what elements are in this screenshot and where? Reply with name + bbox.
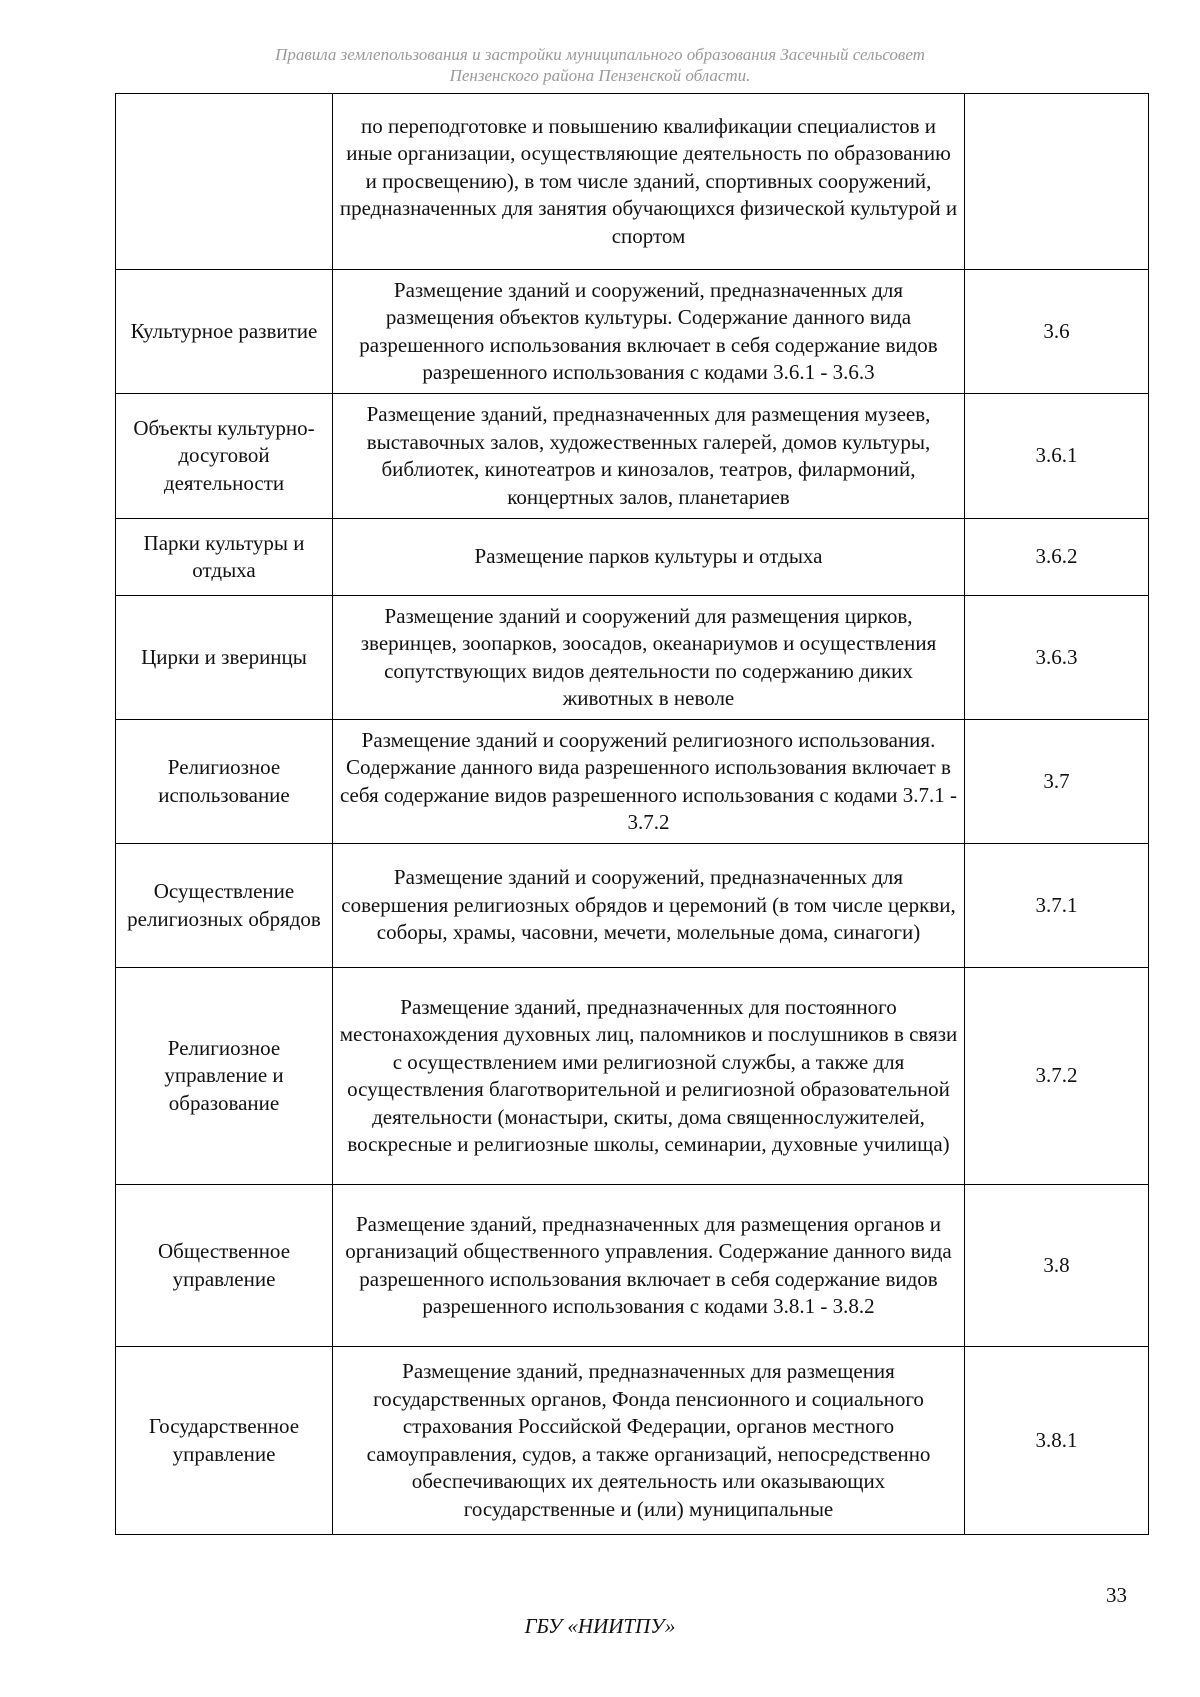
use-description-cell: Размещение зданий и сооружений, предназначенных для совершения религиозных обрядов и церемоний (в том числе церкви, соборы, храмы, часовни, мечети, молельные дома, синагоги) bbox=[333, 844, 965, 968]
use-code-cell: 3.7.1 bbox=[965, 844, 1149, 968]
use-code-cell: 3.8 bbox=[965, 1185, 1149, 1347]
use-code-cell: 3.6.2 bbox=[965, 519, 1149, 596]
use-description-cell: Размещение парков культуры и отдыха bbox=[333, 519, 965, 596]
table-row bbox=[116, 1347, 1149, 1535]
footer-organization: ГБУ «НИИТПУ» bbox=[524, 1614, 676, 1638]
use-description-cell: по переподготовке и повышению квалификации специалистов и иные организации, осуществляющие деятельность по образованию и просвещению), в том числе зданий, спортивных сооружений, предназначенных для занятия обучающихся физической культурой и спортом bbox=[333, 94, 965, 270]
land-use-table bbox=[115, 93, 1149, 1535]
use-name-cell: Парки культуры и отдыха bbox=[116, 519, 333, 596]
use-description-cell: Размещение зданий и сооружений религиозного использования. Содержание данного вида разрешенного использования включает в себя содержание видов разрешенного использования с кодами 3.7.1 - 3.7.2 bbox=[333, 720, 965, 844]
use-description-cell: Размещение зданий, предназначенных для размещения органов и организаций общественного управления. Содержание данного вида разрешенного использования включает в себя содержание видов разрешенного использования с кодами 3.8.1 - 3.8.2 bbox=[333, 1185, 965, 1347]
use-name-cell: Общественное управление bbox=[116, 1185, 333, 1347]
use-code-cell: 3.8.1 bbox=[965, 1347, 1149, 1535]
use-name-cell: Культурное развитие bbox=[116, 270, 333, 394]
page-number: 33 bbox=[1106, 1583, 1127, 1607]
use-name-cell: Осуществление религиозных обрядов bbox=[116, 844, 333, 968]
header-line-2: Пензенского района Пензенской области. bbox=[449, 66, 751, 85]
use-code-cell: 3.7.2 bbox=[965, 968, 1149, 1185]
table-row bbox=[116, 596, 1149, 720]
use-code-cell bbox=[965, 94, 1149, 270]
table-row bbox=[116, 94, 1149, 270]
use-description-cell: Размещение зданий, предназначенных для размещения государственных органов, Фонда пенсионного и социального страхования Российской Федерации, органов местного самоуправления, судов, а также организаций, непосредственно обеспечивающих их деятельность или оказывающих государственные и (или) муниципальные bbox=[333, 1347, 965, 1535]
use-description-cell: Размещение зданий и сооружений для размещения цирков, зверинцев, зоопарков, зоосадов, океанариумов и осуществления сопутствующих видов деятельности по содержанию диких животных в неволе bbox=[333, 596, 965, 720]
use-name-cell: Объекты культурно-досуговой деятельности bbox=[116, 394, 333, 519]
table-row bbox=[116, 519, 1149, 596]
use-description-cell: Размещение зданий, предназначенных для постоянного местонахождения духовных лиц, паломников и послушников в связи с осуществлением ими религиозной службы, а также для осуществления благотворительной и религиозной образовательной деятельности (монастыри, скиты, дома священнослужителей, воскресные и религиозные школы, семинарии, духовные училища) bbox=[333, 968, 965, 1185]
use-code-cell: 3.6 bbox=[965, 270, 1149, 394]
use-description-cell: Размещение зданий, предназначенных для размещения музеев, выставочных залов, художественных галерей, домов культуры, библиотек, кинотеатров и кинозалов, театров, филармоний, концертных залов, планетариев bbox=[333, 394, 965, 519]
table-row bbox=[116, 270, 1149, 394]
use-name-cell: Цирки и зверинцы bbox=[116, 596, 333, 720]
header-line-1: Правила землепользования и застройки муниципального образования Засечный сельсовет bbox=[275, 45, 925, 64]
table-row bbox=[116, 720, 1149, 844]
use-name-cell: Религиозное управление и образование bbox=[116, 968, 333, 1185]
use-name-cell: Религиозное использование bbox=[116, 720, 333, 844]
use-code-cell: 3.7 bbox=[965, 720, 1149, 844]
table-row bbox=[116, 394, 1149, 519]
use-code-cell: 3.6.1 bbox=[965, 394, 1149, 519]
running-header bbox=[120, 44, 1080, 86]
use-name-cell: Государственное управление bbox=[116, 1347, 333, 1535]
table-row bbox=[116, 968, 1149, 1185]
use-code-cell: 3.6.3 bbox=[965, 596, 1149, 720]
use-name-cell bbox=[116, 94, 333, 270]
table-row bbox=[116, 1185, 1149, 1347]
table-row bbox=[116, 844, 1149, 968]
use-description-cell: Размещение зданий и сооружений, предназначенных для размещения объектов культуры. Содержание данного вида разрешенного использования включает в себя содержание видов разрешенного использования с кодами 3.6.1 - 3.6.3 bbox=[333, 270, 965, 394]
